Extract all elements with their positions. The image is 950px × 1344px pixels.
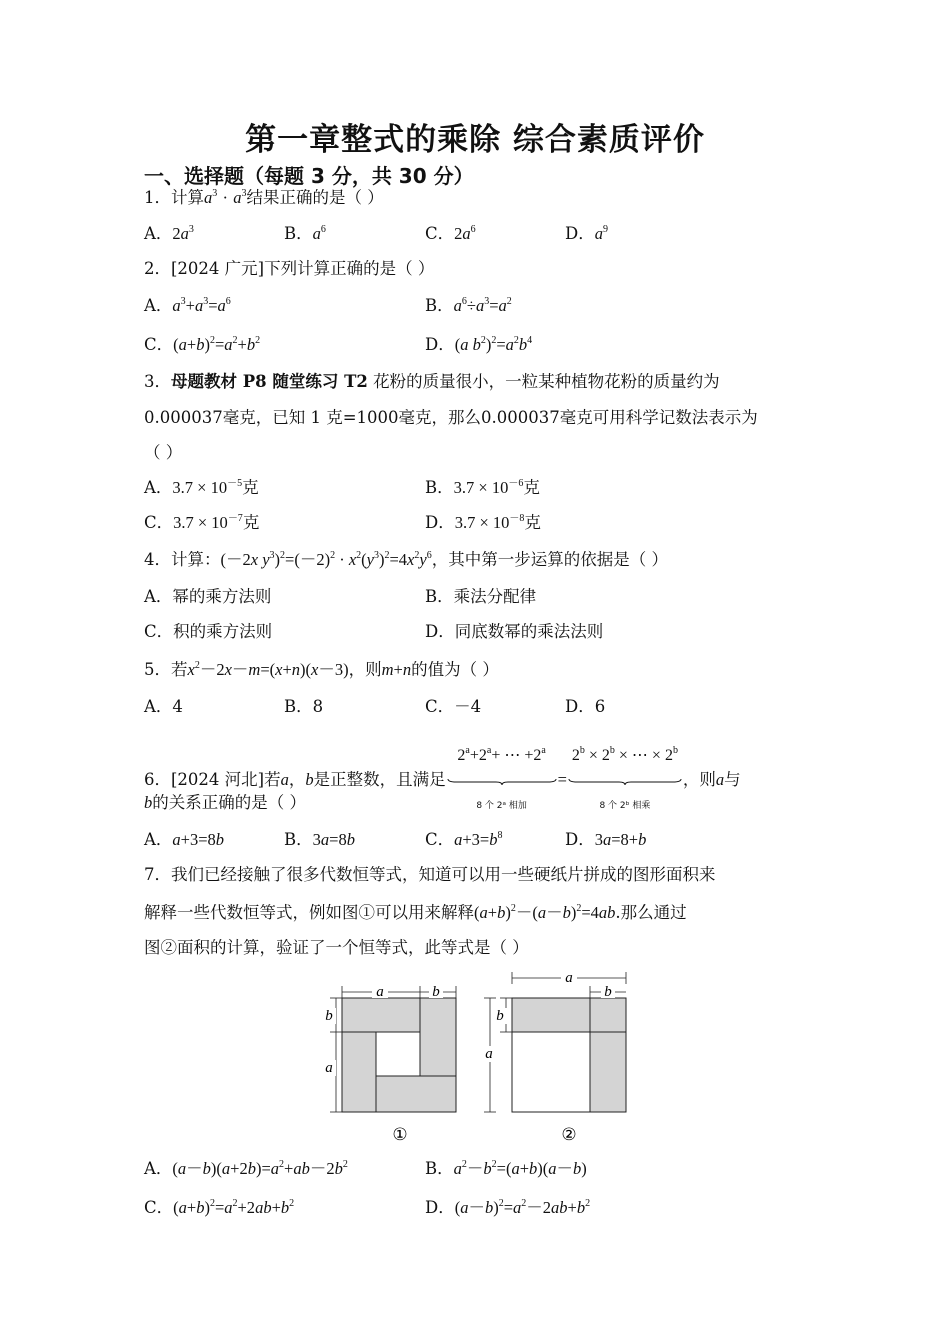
question-7-figure (320, 968, 640, 1148)
question-5-option-a[interactable]: A．4 (144, 697, 183, 716)
dim-label-b: b (496, 1008, 504, 1024)
dim-label-b: b (325, 1008, 333, 1024)
question-3-option-b[interactable]: B．$3.7 \times 10^{-6}$克 (425, 478, 540, 497)
question-7-option-b[interactable]: B．$a^2-b^2=(a+b)(a-b)$ (425, 1159, 587, 1178)
question-6-line-1: 6．[2024 河北]若a，b是正整数，且满足$2^a+2^a+$ ⋯ $+2^a$ 8 个 2ᵃ 相加 $=2^b \times 2^b$ × ⋯ × $2^b$ 8 个 2ᵇ 相乘 ，则a与 (144, 733, 741, 828)
dim-label-b: b (432, 984, 440, 1000)
question-7-option-c[interactable]: C．$(a+b)^2=a^2+2ab+b^2$ (144, 1198, 295, 1217)
question-7-option-a[interactable]: A．$(a-b)(a+2b)=a^2+ab-2b^2$ (144, 1159, 348, 1178)
section-header: 一、选择题（每题 3 分，共 30 分） (144, 164, 474, 188)
question-6-line-2: b的关系正确的是（ ） (144, 793, 306, 812)
question-2-option-c[interactable]: C．$(a+b)^2=a^2+b^2$ (144, 335, 261, 354)
question-7-line-3: 图②面积的计算，验证了一个恒等式，此等式是（ ） (144, 938, 529, 957)
question-1-option-d[interactable]: D．$a^9$ (565, 224, 608, 243)
question-2-stem: 2．[2024 广元]下列计算正确的是（ ） (144, 259, 435, 278)
question-3-option-a[interactable]: A．$3.7 \times 10^{-5}$克 (144, 478, 259, 497)
question-6-option-a[interactable]: A．a+3=8b (144, 830, 225, 849)
question-4-stem: 4．计算：(－2x $y^3)^2=(-2)^2 \cdot x^2(y^3)^2=4x^2y^6$，其中第一步运算的依据是（ ） (144, 550, 668, 569)
question-4-option-d[interactable]: D．同底数幂的乘法法则 (425, 622, 604, 641)
page-title: 第一章整式的乘除 综合素质评价 (245, 122, 705, 158)
question-3-option-c[interactable]: C．$3.7 \times 10^{-7}$克 (144, 513, 260, 532)
dim-label-a: a (376, 984, 384, 1000)
question-5-option-b[interactable]: B．8 (284, 697, 324, 716)
question-7-line-2: 解释一些代数恒等式，例如图①可以用来解释$(a+b)^2-(a-b)^2=4ab$.那么通过 (144, 903, 687, 922)
question-1-option-b[interactable]: B．$a^6$ (284, 224, 326, 243)
question-3-line-2: 0.000037毫克，已知 1 克=1000毫克，那么0.000037毫克可用科学记数法表示为 (144, 408, 758, 427)
brace-sum-expression: $2^a+2^a+$ ⋯ $+2^a$ 8 个 2ᵃ 相加 (446, 733, 558, 828)
question-5-option-c[interactable]: C．－4 (425, 697, 482, 716)
figure-2 (482, 970, 626, 1145)
question-6-option-d[interactable]: D．3a=8+b (565, 830, 647, 849)
question-1-stem: 1．计算$a^3 \cdot a^3$结果正确的是（ ） (144, 188, 384, 207)
dim-label-a: a (325, 1060, 333, 1076)
question-2-option-a[interactable]: A．$a^3+a^3=a^6$ (144, 296, 231, 315)
question-5-option-d[interactable]: D．6 (565, 697, 606, 716)
question-1-option-a[interactable]: A．$2a^3$ (144, 224, 194, 243)
question-7-line-1: 7．我们已经接触了很多代数恒等式，知道可以用一些硬纸片拼成的图形面积来 (144, 865, 716, 884)
dim-label-a: a (485, 1046, 493, 1062)
question-1-option-c[interactable]: C．$2a^6$ (425, 224, 476, 243)
figure-1 (322, 984, 456, 1145)
question-3-line-3: （ ） (144, 443, 183, 462)
dim-label-a: a (565, 970, 573, 986)
figure-2-label: ② (561, 1125, 577, 1145)
question-4-option-c[interactable]: C．积的乘方法则 (144, 622, 273, 641)
question-2-option-d[interactable]: D．(a $b^2)^2=a^2b^4$ (425, 335, 533, 354)
question-3-option-d[interactable]: D．$3.7 \times 10^{-8}$克 (425, 513, 541, 532)
question-3-line-1: 3．母题教材 P8 随堂练习 T2 花粉的质量很小，一粒某种植物花粉的质量约为 (144, 372, 720, 391)
figure-1-label: ① (392, 1125, 408, 1145)
question-4-option-a[interactable]: A．幂的乘方法则 (144, 587, 272, 606)
question-6-option-b[interactable]: B．3a=8b (284, 830, 355, 849)
question-5-stem: 5．若$x^2-2x-m=(x+n)(x-3)$，则m+n的值为（ ） (144, 660, 499, 679)
question-2-option-b[interactable]: B．$a^6\div a^3=a^2$ (425, 296, 512, 315)
brace-product-expression: $2^b \times 2^b$ × ⋯ × $2^b$ 8 个 2ᵇ 相乘 (567, 733, 683, 828)
question-7-option-d[interactable]: D．$(a-b)^2=a^2-2ab+b^2$ (425, 1198, 591, 1217)
dim-label-b: b (604, 984, 612, 1000)
question-6-option-c[interactable]: C．$a+3=b^8$ (425, 830, 503, 849)
question-4-option-b[interactable]: B．乘法分配律 (425, 587, 537, 606)
